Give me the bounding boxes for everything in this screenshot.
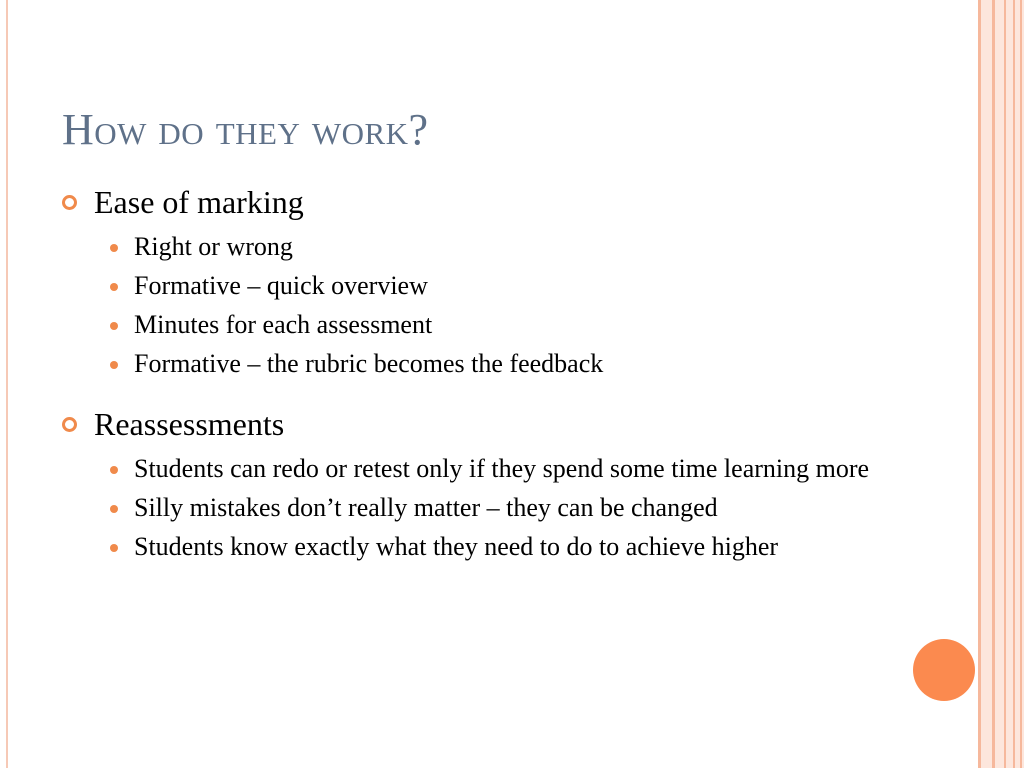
dot-bullet-icon (110, 244, 118, 252)
ring-bullet-icon (62, 417, 77, 432)
dot-bullet-icon (110, 505, 118, 513)
decorative-circle (913, 639, 975, 701)
section-heading-ease-of-marking (62, 180, 942, 224)
list-item-text: Students know exactly what they need to do to achieve higher (134, 532, 779, 561)
right-stripe-1 (978, 0, 981, 768)
list-item (134, 231, 942, 263)
list-item-text: Right or wrong (134, 232, 293, 261)
ring-bullet-icon (62, 195, 77, 210)
right-stripe-5 (1020, 0, 1022, 768)
left-border-line (6, 0, 8, 768)
list-item (134, 309, 942, 341)
list-item-text: Silly mistakes don’t really matter – they can be changed (134, 493, 718, 522)
list-item (134, 270, 942, 302)
list-item (134, 453, 942, 485)
slide-title: How do they work? (62, 105, 429, 154)
list-item-text: Formative – quick overview (134, 271, 428, 300)
dot-bullet-icon (110, 544, 118, 552)
right-stripe-3 (1004, 0, 1006, 768)
right-stripe-4 (1013, 0, 1015, 768)
dot-bullet-icon (110, 361, 118, 369)
list-item-text: Minutes for each assessment (134, 310, 433, 339)
right-decorative-band (978, 0, 1024, 768)
list-item-text: Students can redo or retest only if they spend some time learning more (134, 454, 870, 483)
list-item (134, 348, 942, 380)
section-heading-reassessments (62, 402, 942, 446)
section-spacer (62, 380, 942, 402)
list-item (134, 531, 942, 563)
list-item-text: Formative – the rubric becomes the feedback (134, 349, 604, 378)
dot-bullet-icon (110, 283, 118, 291)
right-stripe-2 (992, 0, 995, 768)
section-heading-text: Ease of marking (94, 184, 304, 220)
dot-bullet-icon (110, 466, 118, 474)
dot-bullet-icon (110, 322, 118, 330)
slide-content (62, 180, 942, 563)
section-heading-text: Reassessments (94, 406, 285, 442)
list-item (134, 492, 942, 524)
